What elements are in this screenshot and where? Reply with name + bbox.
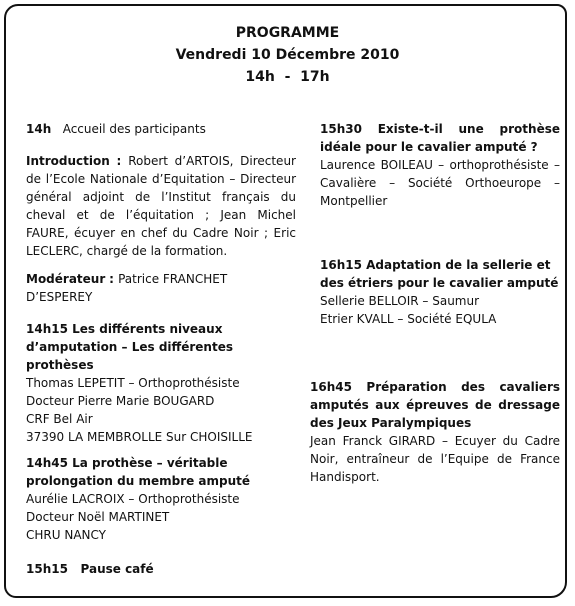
moderateur-text: Patrice FRANCHET D’ESPEREY <box>26 272 228 304</box>
session-1415-title: 14h15 Les différents niveaux d’amputation – Les différentes prothèses <box>26 322 233 372</box>
session-1445-line: Aurélie LACROIX – Orthoprothésiste <box>26 492 240 506</box>
item-accueil <box>26 120 296 138</box>
session-1645 <box>310 378 560 486</box>
session-1645-text: Jean Franck GIRARD – Ecuyer du Cadre Noir, entraîneur de l’Equipe de France Handisport. <box>310 434 560 484</box>
introduction-label: Introduction <box>26 154 110 168</box>
item-introduction: Introduction : Robert d’ARTOIS, Directeur de l’Ecole Nationale d’Equitation – Directeur général adjoint de l’Institut français du cheval et de l’équitation ; Jean Michel FAURE, écuyer en chef du Cadre Noir ; Eric LECLERC, chargé de la formation. <box>26 154 296 258</box>
accueil-text: Accueil des participants <box>62 122 206 136</box>
session-1615-line: Sellerie BELLOIR – Saumur <box>320 294 480 308</box>
moderateur-label: Modérateur <box>26 272 106 286</box>
session-1415-line: CRF Bel Air <box>26 412 93 426</box>
item-pause <box>26 560 296 578</box>
programme-hours: 14h - 17h <box>245 69 330 85</box>
item-moderateur: Modérateur : Patrice FRANCHET D’ESPEREY <box>26 272 228 304</box>
session-1415-line: 37390 LA MEMBROLLE Sur CHOISILLE <box>26 430 253 444</box>
session-1445-line: CHRU NANCY <box>26 528 106 542</box>
session-1615-line: Etrier KVALL – Société EQULA <box>320 312 497 326</box>
session-1615 <box>320 256 560 328</box>
programme-date: Vendredi 10 Décembre 2010 <box>175 47 400 63</box>
right-column <box>310 120 560 486</box>
left-column <box>26 120 296 578</box>
programme-header <box>0 22 575 88</box>
session-1530 <box>320 120 560 210</box>
session-1530-text: Laurence BOILEAU – orthoprothésiste – Cavalière – Société Orthoeurope – Montpellier <box>320 158 560 208</box>
session-1445-line: Docteur Noël MARTINET <box>26 510 170 524</box>
session-1445-title: 14h45 La prothèse – véritable prolongation du membre amputé <box>26 456 251 488</box>
session-1445 <box>26 454 296 544</box>
pause-text: Pause café <box>80 562 154 576</box>
accueil-time: 14h <box>26 122 52 136</box>
introduction-text: Robert d’ARTOIS, Directeur de l’Ecole Nationale d’Equitation – Directeur général adjoint de l’Institut français du cheval et de l’équitation ; Jean Michel FAURE, écuyer en chef du Cadre Noir ; Eric LECLERC, chargé de la formation. <box>26 154 296 258</box>
session-1415-line: Docteur Pierre Marie BOUGARD <box>26 394 215 408</box>
pause-time: 15h15 <box>26 562 68 576</box>
session-1645-title: 16h45 Préparation des cavaliers amputés aux épreuves de dressage des Jeux Paralympiques <box>310 380 560 430</box>
session-1615-title: 16h15 Adaptation de la sellerie et des étriers pour le cavalier amputé <box>320 258 559 290</box>
session-1530-title: 15h30 Existe-t-il une prothèse idéale pour le cavalier amputé ? <box>320 122 560 154</box>
programme-title: PROGRAMME <box>235 25 340 41</box>
session-1415-line: Thomas LEPETIT – Orthoprothésiste <box>26 376 240 390</box>
session-1415 <box>26 320 296 446</box>
